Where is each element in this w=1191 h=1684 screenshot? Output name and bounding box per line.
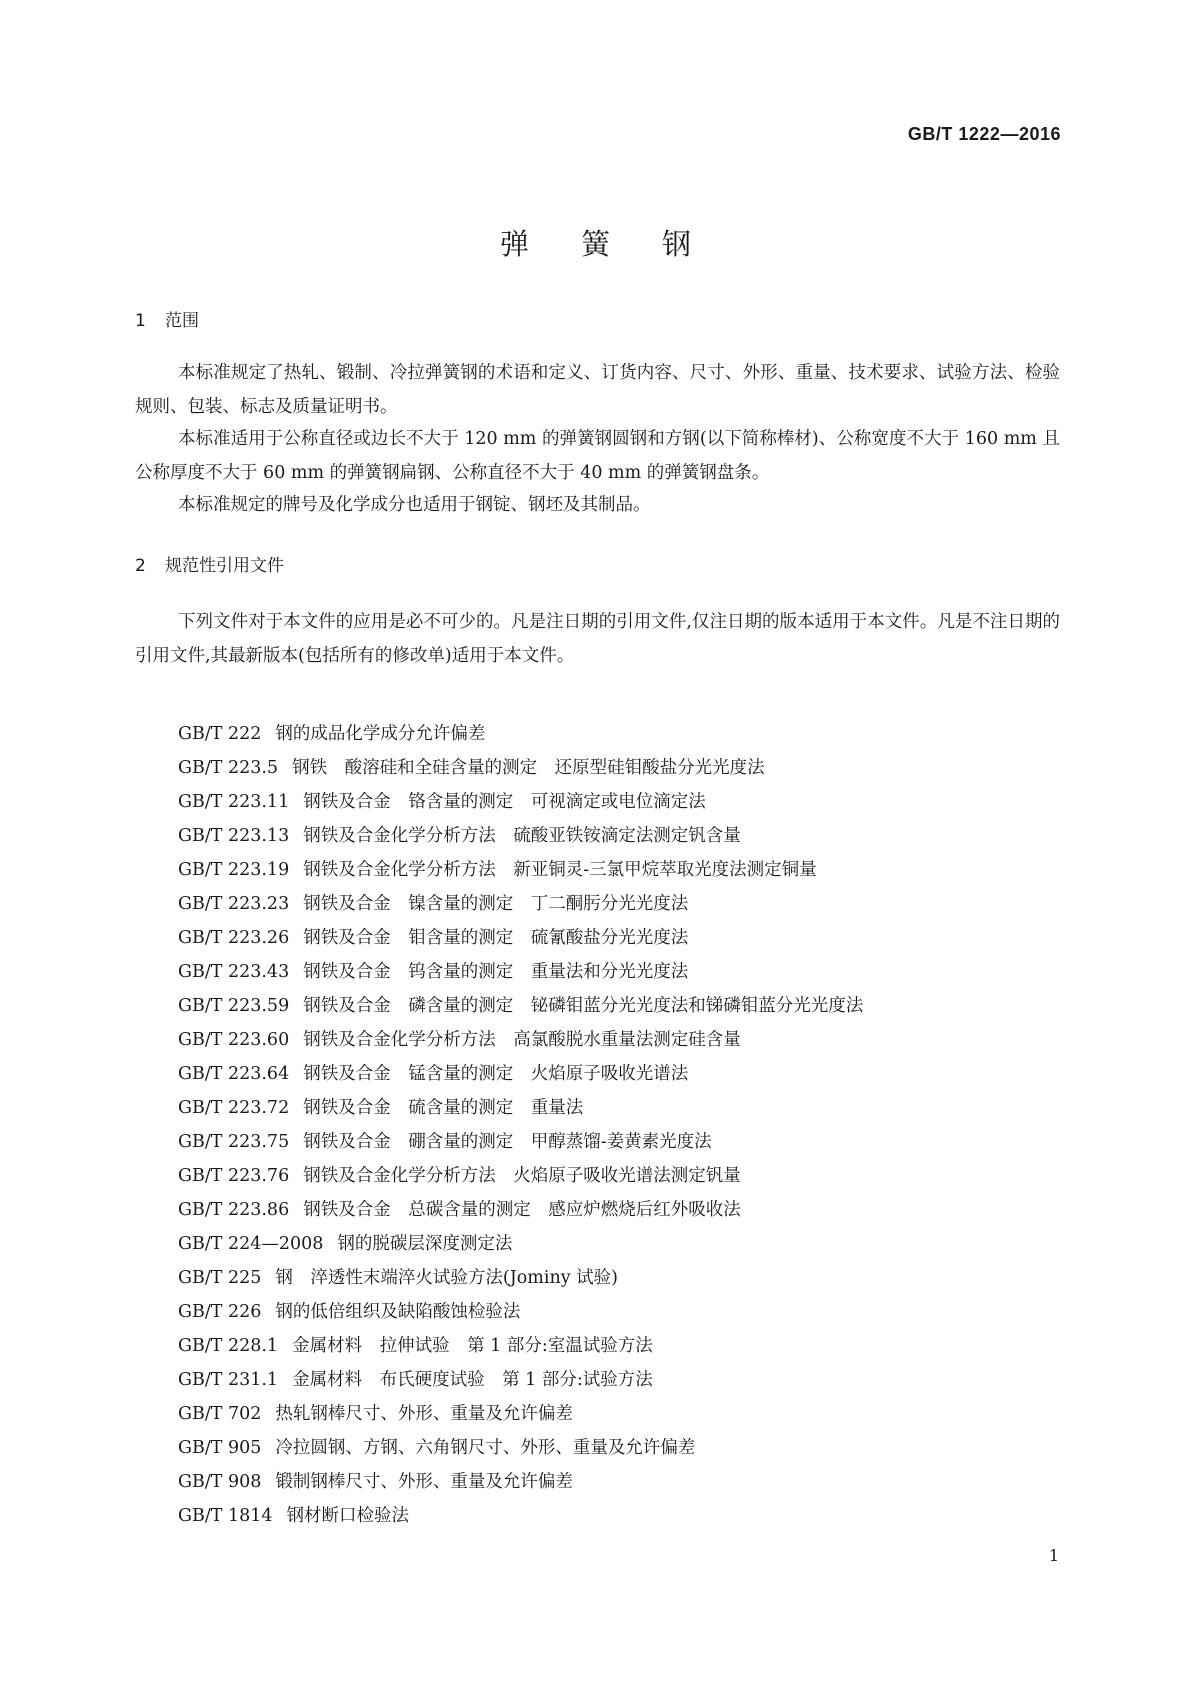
reference-item: [178, 1023, 863, 1057]
reference-code: GB/T 223.19: [178, 860, 290, 880]
reference-title: 金属材料 拉伸试验 第 1 部分:室温试验方法: [292, 1336, 653, 1356]
reference-title: 钢铁及合金 镍含量的测定 丁二酮肟分光光度法: [303, 894, 689, 914]
reference-item: [178, 785, 863, 819]
section-2-title: 规范性引用文件: [165, 556, 284, 576]
reference-item: [178, 1057, 863, 1091]
reference-title: 钢的脱碳层深度测定法: [337, 1234, 513, 1254]
reference-item: [178, 853, 863, 887]
standard-code: GB/T 1222—2016: [907, 124, 1061, 144]
reference-item: [178, 1363, 863, 1397]
reference-title: 钢 淬透性末端淬火试验方法(Jominy 试验): [275, 1268, 618, 1288]
reference-item: [178, 1465, 863, 1499]
reference-code: GB/T 223.60: [178, 1030, 290, 1050]
reference-title: 钢铁及合金 磷含量的测定 铋磷钼蓝分光光度法和锑磷钼蓝分光光度法: [303, 996, 864, 1016]
reference-item: [178, 717, 863, 751]
reference-title: 钢铁及合金 铬含量的测定 可视滴定或电位滴定法: [303, 792, 706, 812]
reference-code: GB/T 223.59: [178, 996, 290, 1016]
scope-paragraph-2: 本标准适用于公称直径或边长不大于 120 mm 的弹簧钢圆钢和方钢(以下简称棒材)、公称宽度不大于 160 mm 且公称厚度不大于 60 mm 的弹簧钢扁钢、公称直径不大于 40 mm 的弹簧钢盘条。: [135, 429, 1060, 483]
reference-code: GB/T 908: [178, 1472, 262, 1492]
reference-title: 钢铁及合金 钨含量的测定 重量法和分光光度法: [303, 962, 689, 982]
reference-item: [178, 921, 863, 955]
reference-title: 钢铁及合金 锰含量的测定 火焰原子吸收光谱法: [303, 1064, 689, 1084]
reference-item: [178, 819, 863, 853]
reference-item: [178, 751, 863, 785]
scope-paragraph-3: 本标准规定的牌号及化学成分也适用于钢锭、钢坯及其制品。: [178, 495, 651, 515]
reference-code: GB/T 228.1: [178, 1336, 279, 1356]
reference-item: [178, 1125, 863, 1159]
reference-code: GB/T 702: [178, 1404, 262, 1424]
reference-code: GB/T 224—2008: [178, 1234, 324, 1254]
reference-title: 热轧钢棒尺寸、外形、重量及允许偏差: [275, 1404, 573, 1424]
reference-code: GB/T 223.11: [178, 792, 290, 812]
reference-code: GB/T 231.1: [178, 1370, 279, 1390]
reference-title: 钢的成品化学成分允许偏差: [275, 724, 486, 744]
reference-code: GB/T 905: [178, 1438, 262, 1458]
reference-item: [178, 1261, 863, 1295]
reference-title: 金属材料 布氏硬度试验 第 1 部分:试验方法: [292, 1370, 653, 1390]
reference-item: [178, 989, 863, 1023]
reference-code: GB/T 223.86: [178, 1200, 290, 1220]
reference-title: 钢的低倍组织及缺陷酸蚀检验法: [275, 1302, 521, 1322]
references-intro: 下列文件对于本文件的应用是必不可少的。凡是注日期的引用文件,仅注日期的版本适用于本文件。凡是不注日期的引用文件,其最新版本(包括所有的修改单)适用于本文件。: [135, 612, 1060, 666]
scope-paragraph-1: 本标准规定了热轧、锻制、冷拉弹簧钢的术语和定义、订货内容、尺寸、外形、重量、技术要求、试验方法、检验规则、包装、标志及质量证明书。: [135, 363, 1060, 417]
document-title: 弹簧钢: [499, 227, 743, 261]
reference-item: [178, 1431, 863, 1465]
section-2-number: 2: [135, 556, 146, 576]
section-1-title: 范围: [165, 311, 199, 331]
reference-title: 钢铁及合金化学分析方法 火焰原子吸收光谱法测定钒量: [303, 1166, 741, 1186]
reference-code: GB/T 223.72: [178, 1098, 290, 1118]
reference-item: [178, 1499, 863, 1533]
reference-title: 锻制钢棒尺寸、外形、重量及允许偏差: [275, 1472, 573, 1492]
reference-item: [178, 1193, 863, 1227]
reference-title: 钢铁及合金 硫含量的测定 重量法: [303, 1098, 584, 1118]
reference-code: GB/T 223.5: [178, 758, 279, 778]
reference-title: 钢铁及合金 钼含量的测定 硫氰酸盐分光光度法: [303, 928, 689, 948]
reference-code: GB/T 223.23: [178, 894, 290, 914]
reference-code: GB/T 223.75: [178, 1132, 290, 1152]
page-number: 1: [1048, 1546, 1059, 1565]
reference-item: [178, 1295, 863, 1329]
reference-title: 钢材断口检验法: [286, 1506, 410, 1526]
reference-item: [178, 1397, 863, 1431]
section-2-heading: [135, 551, 284, 576]
reference-code: GB/T 223.64: [178, 1064, 290, 1084]
reference-code: GB/T 223.13: [178, 826, 290, 846]
reference-title: 钢铁及合金 总碳含量的测定 感应炉燃烧后红外吸收法: [303, 1200, 741, 1220]
reference-title: 钢铁及合金化学分析方法 硫酸亚铁铵滴定法测定钒含量: [303, 826, 741, 846]
reference-code: GB/T 1814: [178, 1506, 273, 1526]
reference-code: GB/T 225: [178, 1268, 262, 1288]
reference-code: GB/T 223.76: [178, 1166, 290, 1186]
reference-item: [178, 887, 863, 921]
reference-title: 冷拉圆钢、方钢、六角钢尺寸、外形、重量及允许偏差: [275, 1438, 696, 1458]
reference-code: GB/T 226: [178, 1302, 262, 1322]
reference-list: [178, 717, 863, 1533]
reference-code: GB/T 223.26: [178, 928, 290, 948]
reference-item: [178, 1227, 863, 1261]
reference-code: GB/T 223.43: [178, 962, 290, 982]
reference-item: [178, 955, 863, 989]
section-1-heading: [135, 306, 199, 331]
reference-item: [178, 1091, 863, 1125]
reference-title: 钢铁及合金 硼含量的测定 甲醇蒸馏-姜黄素光度法: [303, 1132, 712, 1152]
reference-title: 钢铁及合金化学分析方法 新亚铜灵-三氯甲烷萃取光度法测定铜量: [303, 860, 817, 880]
section-1-number: 1: [135, 311, 146, 331]
reference-title: 钢铁 酸溶硅和全硅含量的测定 还原型硅钼酸盐分光光度法: [292, 758, 765, 778]
reference-item: [178, 1329, 863, 1363]
reference-code: GB/T 222: [178, 724, 262, 744]
reference-item: [178, 1159, 863, 1193]
reference-title: 钢铁及合金化学分析方法 高氯酸脱水重量法测定硅含量: [303, 1030, 741, 1050]
